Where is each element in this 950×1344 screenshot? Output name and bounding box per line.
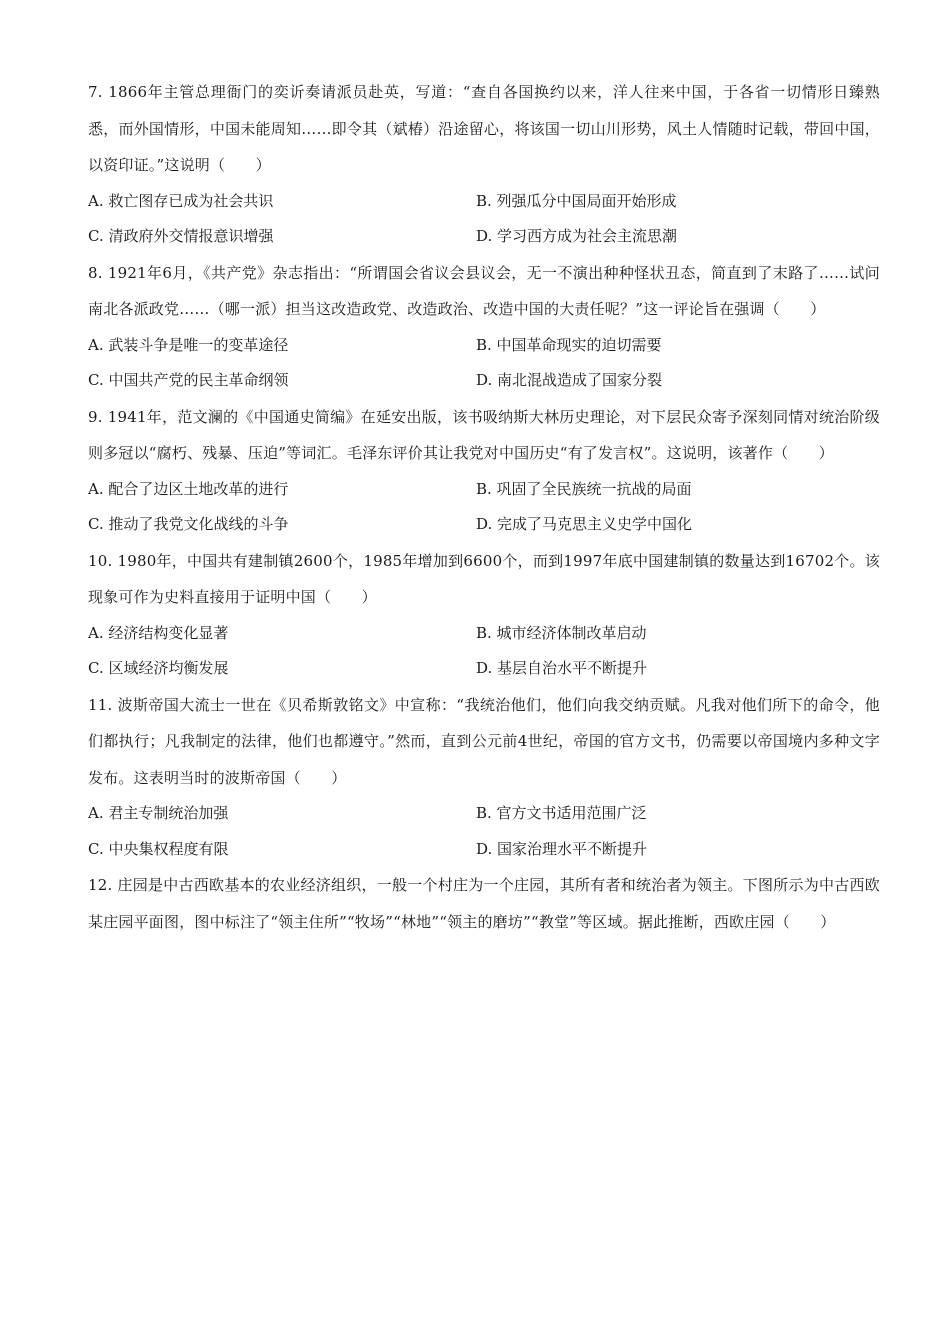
option-c: C. 清政府外交情报意识增强 <box>88 227 274 245</box>
question-8 <box>88 255 880 399</box>
options-grid <box>88 328 880 399</box>
option-c: C. 推动了我党文化战线的斗争 <box>88 515 289 533</box>
question-stem: 11. 波斯帝国大流士一世在《贝希斯敦铭文》中宣称：“我统治他们，他们向我交纳贡赋。凡我对他们所下的命令，他们都执行；凡我制定的法律，他们也都遵守。”然而，直到公元前4世纪，帝国的官方文书，仍需要以帝国境内多种文字发布。这表明当时的波斯帝国（ ） <box>88 695 880 787</box>
option-a: A. 配合了边区土地改革的进行 <box>88 479 289 498</box>
option-d: D. 南北混战造成了国家分裂 <box>476 371 663 389</box>
option-d: D. 学习西方成为社会主流思潮 <box>476 227 678 245</box>
option-d: D. 完成了马克思主义史学中国化 <box>476 515 693 533</box>
options-grid <box>88 616 880 687</box>
question-11 <box>88 687 880 868</box>
question-stem: 10. 1980年，中国共有建制镇2600个，1985年增加到6600个，而到1997年底中国建制镇的数量达到16702个。该现象可作为史料直接用于证明中国（ ） <box>88 551 880 606</box>
option-a: A. 救亡图存已成为社会共识 <box>88 191 274 210</box>
options-grid <box>88 184 880 255</box>
option-d: D. 国家治理水平不断提升 <box>476 839 648 858</box>
question-7 <box>88 74 880 255</box>
option-a: A. 武装斗争是唯一的变革途径 <box>88 335 289 354</box>
options-grid <box>88 472 880 543</box>
question-12 <box>88 867 880 940</box>
option-b: B. 巩固了全民族统一抗战的局面 <box>476 479 692 498</box>
option-b: B. 中国革命现实的迫切需要 <box>476 335 662 354</box>
option-c: C. 中央集权程度有限 <box>88 839 229 858</box>
question-9 <box>88 399 880 543</box>
exam-page <box>88 74 880 940</box>
option-a: A. 经济结构变化显著 <box>88 623 229 642</box>
option-a: A. 君主专制统治加强 <box>88 804 229 822</box>
question-stem: 9. 1941年，范文澜的《中国通史简编》在延安出版，该书吸纳斯大林历史理论，对下层民众寄予深刻同情对统治阶级则多冠以“腐朽、残暴、压迫”等词汇。毛泽东评价其让我党对中国历史“有了发言权”。这说明，该著作（ ） <box>88 407 880 462</box>
options-grid <box>88 796 880 867</box>
option-b: B. 城市经济体制改革启动 <box>476 623 647 642</box>
question-stem: 8. 1921年6月，《共产党》杂志指出：“所谓国会省议会县议会，无一不演出种种怪状丑态，简直到了末路了……试问南北各派政党……（哪一派）担当这改造政党、改造政治、改造中国的大责任呢？”这一评论旨在强调（ ） <box>88 263 880 318</box>
option-b: B. 官方文书适用范围广泛 <box>476 804 647 822</box>
option-c: C. 区域经济均衡发展 <box>88 659 229 677</box>
option-d: D. 基层自治水平不断提升 <box>476 659 648 677</box>
question-10 <box>88 543 880 687</box>
question-stem: 12. 庄园是中古西欧基本的农业经济组织，一般一个村庄为一个庄园，其所有者和统治者为领主。下图所示为中古西欧某庄园平面图，图中标注了“领主住所”“牧场”“林地”“领主的磨坊”“教堂”等区域。据此推断，西欧庄园（ ） <box>88 876 880 931</box>
option-c: C. 中国共产党的民主革命纲领 <box>88 371 289 389</box>
question-stem: 7. 1866年主管总理衙门的奕䜣奏请派员赴英，写道：“查自各国换约以来，洋人往来中国，于各省一切情形日臻熟悉，而外国情形，中国未能周知……即令其（斌椿）沿途留心，将该国一切山川形势，风土人情随时记载，带回中国，以资印证。”这说明（ ） <box>88 83 880 174</box>
option-b: B. 列强瓜分中国局面开始形成 <box>476 191 677 210</box>
